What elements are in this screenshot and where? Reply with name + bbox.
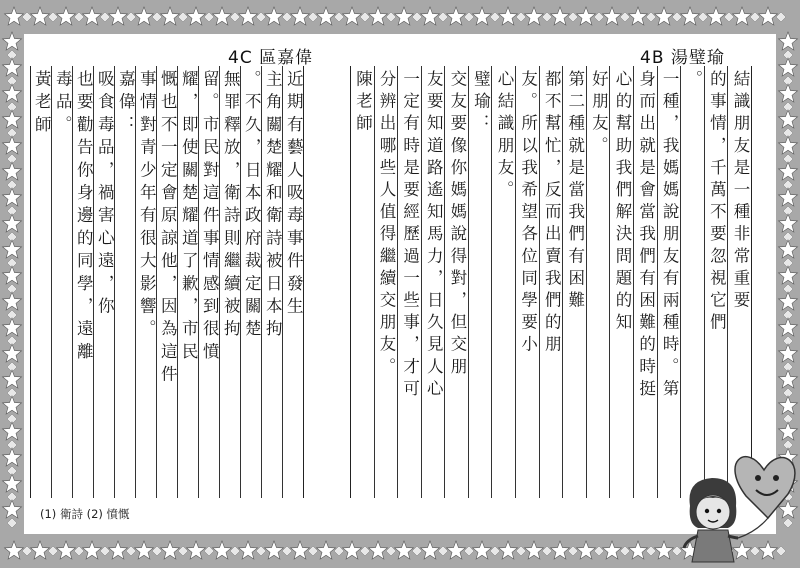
footnote: (1) 衛詩 (2) 憤慨: [40, 507, 130, 521]
girl-icon: [684, 478, 738, 562]
heart-balloon-icon: [735, 457, 795, 538]
grid-column: 黃老師: [32, 70, 52, 139]
grid-column: 慨也不一定會原諒他，因為這件: [156, 66, 177, 498]
grid-column: 也要勸告你身邊的同學，遠離: [72, 66, 93, 498]
grid-column: 好朋友。: [586, 66, 610, 498]
grid-column: 友要知道路遙知馬力，日久見人心: [421, 66, 445, 498]
grid-column: 嘉偉：: [114, 66, 135, 498]
grid-column: 一種，我媽媽說朋友有兩種時。第: [657, 66, 681, 498]
grid-column: 。不久，日本政府裁定關楚: [240, 66, 261, 498]
right-writing-grid: [350, 66, 752, 498]
grid-column: 耀，即使關楚耀道了歉，市民: [177, 66, 198, 498]
grid-column: 主角關楚耀和衛詩被日本拘: [261, 66, 282, 498]
grid-column: 友。所以我希望各位同學要小: [515, 66, 539, 498]
grid-column: 都不幫忙，反而出賣我們的朋: [539, 66, 563, 498]
grid-column: 陳老師: [353, 70, 373, 137]
grid-column: 一定有時是要經歷過一些事，才可: [397, 66, 421, 498]
grid-column: 結識朋友是一種非常重要: [727, 66, 751, 498]
grid-column: 心的幫助我們解決問題的知: [609, 66, 633, 498]
grid-column: 交友要像你媽媽說得對，但交朋: [444, 66, 468, 498]
left-author: 4C 區嘉偉: [228, 48, 314, 68]
grid-column: 留。市民對這件事情感到很憤: [198, 66, 219, 498]
grid-column: 身而出就是會當我們有困難的時挺: [633, 66, 657, 498]
grid-column: 無罪釋放，衛詩則繼續被拘: [219, 66, 240, 498]
grid-column: 毒品。: [51, 66, 72, 498]
grid-column: 璧瑜：: [468, 66, 492, 498]
grid-column: 。: [680, 66, 704, 498]
girl-with-heart-balloon-illustration: [676, 440, 800, 568]
left-writing-grid: [30, 66, 304, 498]
grid-column: 近期有藝人吸毒事件發生: [282, 66, 303, 498]
right-author: 4B 湯璧瑜: [640, 48, 725, 68]
grid-column: 的事情，千萬不要忽視它們: [704, 66, 728, 498]
grid-column: 吸食毒品，禍害心遠，你: [93, 66, 114, 498]
grid-column: 事情對青少年有很大影響。: [135, 66, 156, 498]
grid-column: 分辨出哪些人值得繼續交朋友。: [374, 66, 398, 498]
grid-column: 心結識朋友。: [491, 66, 515, 498]
grid-column: 第二種就是當我們有困難: [562, 66, 586, 498]
